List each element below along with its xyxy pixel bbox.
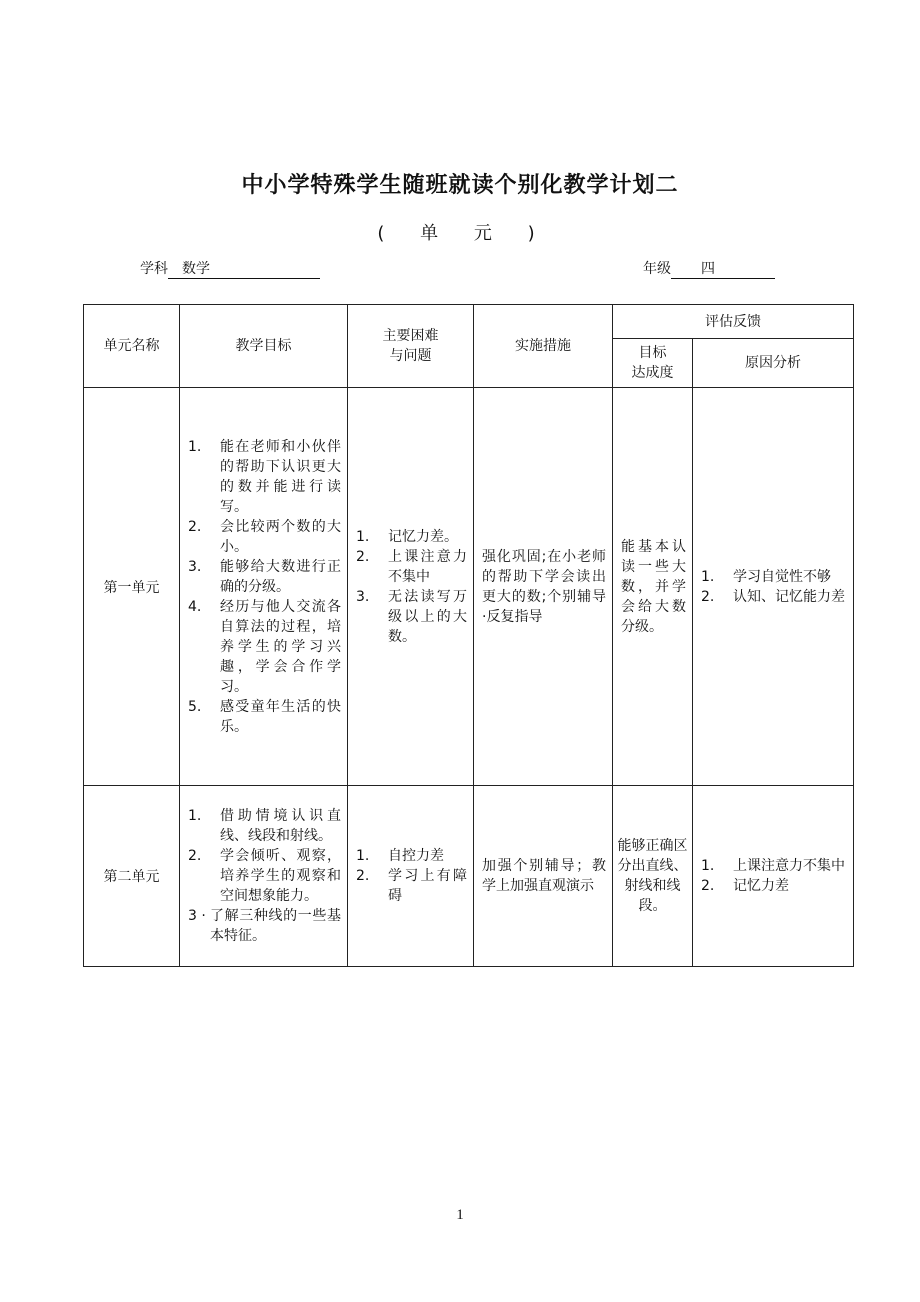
grade-field: [643, 258, 775, 279]
list-item: 3. 能够给大数进行正确的分级。: [188, 558, 341, 595]
difficulties-cell: [348, 786, 474, 967]
table-row: [84, 388, 854, 786]
measures-cell: 强化巩固;在小老师的帮助下学会读出更大的数;个别辅导 ·反复指导: [474, 388, 613, 786]
difficulties-list: [348, 527, 473, 647]
reasons-list: [693, 856, 853, 896]
list-item: 1. 上课注意力不集中: [701, 858, 845, 874]
list-item: 1. 记忆力差。: [356, 528, 458, 545]
page-title: 中小学特殊学生随班就读个别化教学计划二: [241, 173, 679, 198]
header-feedback: 评估反馈: [613, 305, 854, 339]
list-item: 1. 能在老师和小伙伴的帮助下认识更大的数并能进行读写。: [188, 438, 341, 515]
grade-value: 四: [671, 258, 775, 279]
goals-list: [180, 437, 347, 737]
subject-label: 学科: [140, 261, 168, 277]
list-item: 4. 经历与他人交流各自算法的过程，培养学生的学习兴趣，学会合作学习。: [188, 598, 341, 695]
header-measures: 实施措施: [474, 305, 613, 388]
page-subtitle: ( 单 元 ): [377, 223, 543, 244]
list-item: 1. 自控力差: [356, 848, 444, 864]
reasons-cell: [693, 388, 854, 786]
subject-field: [140, 258, 320, 279]
header-goals: 教学目标: [180, 305, 348, 388]
list-item: 5. 感受童年生活的快乐。: [188, 698, 341, 735]
list-item: 2. 学习上有障碍: [356, 868, 467, 904]
difficulties-list: [348, 846, 473, 906]
header-difficulties: 主要困难 与问题: [348, 305, 474, 388]
table-row: [84, 786, 854, 967]
grade-label: 年级: [643, 261, 671, 277]
page-number: 1: [456, 1207, 464, 1223]
difficulties-cell: [348, 388, 474, 786]
unit-name-cell: 第一单元: [84, 388, 180, 786]
list-item: 2. 记忆力差: [701, 878, 789, 894]
list-item: 1. 学习自觉性不够: [701, 568, 831, 585]
list-item: 2. 上课注意力不集中: [356, 548, 467, 585]
goals-cell: [180, 786, 348, 967]
list-item: 1. 借助情境认识直线、线段和射线。: [188, 808, 341, 844]
subject-value: 数学: [168, 258, 320, 279]
goals-cell: [180, 388, 348, 786]
teaching-plan-table: [83, 304, 854, 967]
list-item: 2. 学会倾听、观察，培养学生的观察和空间想象能力。: [188, 848, 341, 904]
list-item: 2. 会比较两个数的大小。: [188, 518, 341, 555]
reasons-cell: [693, 786, 854, 967]
list-item: 2. 认知、记忆能力差: [701, 588, 845, 605]
unit-name-cell: 第二单元: [84, 786, 180, 967]
achievement-cell: 能够正确区分出直线、射线和线段。: [613, 786, 693, 967]
measures-cell: 加强个别辅导；教学上加强直观演示: [474, 786, 613, 967]
goals-list: [180, 806, 347, 946]
header-achievement: 目标 达成度: [613, 339, 693, 388]
list-item: 3 · 了解三种线的一些基本特征。: [188, 908, 341, 944]
achievement-cell: 能基本认读一些大数，并学会给大数分级。: [613, 388, 693, 786]
header-unit-name: 单元名称: [84, 305, 180, 388]
list-item: 3. 无法读写万级以上的大数。: [356, 588, 467, 645]
header-reason: 原因分析: [693, 339, 854, 388]
reasons-list: [693, 567, 853, 607]
